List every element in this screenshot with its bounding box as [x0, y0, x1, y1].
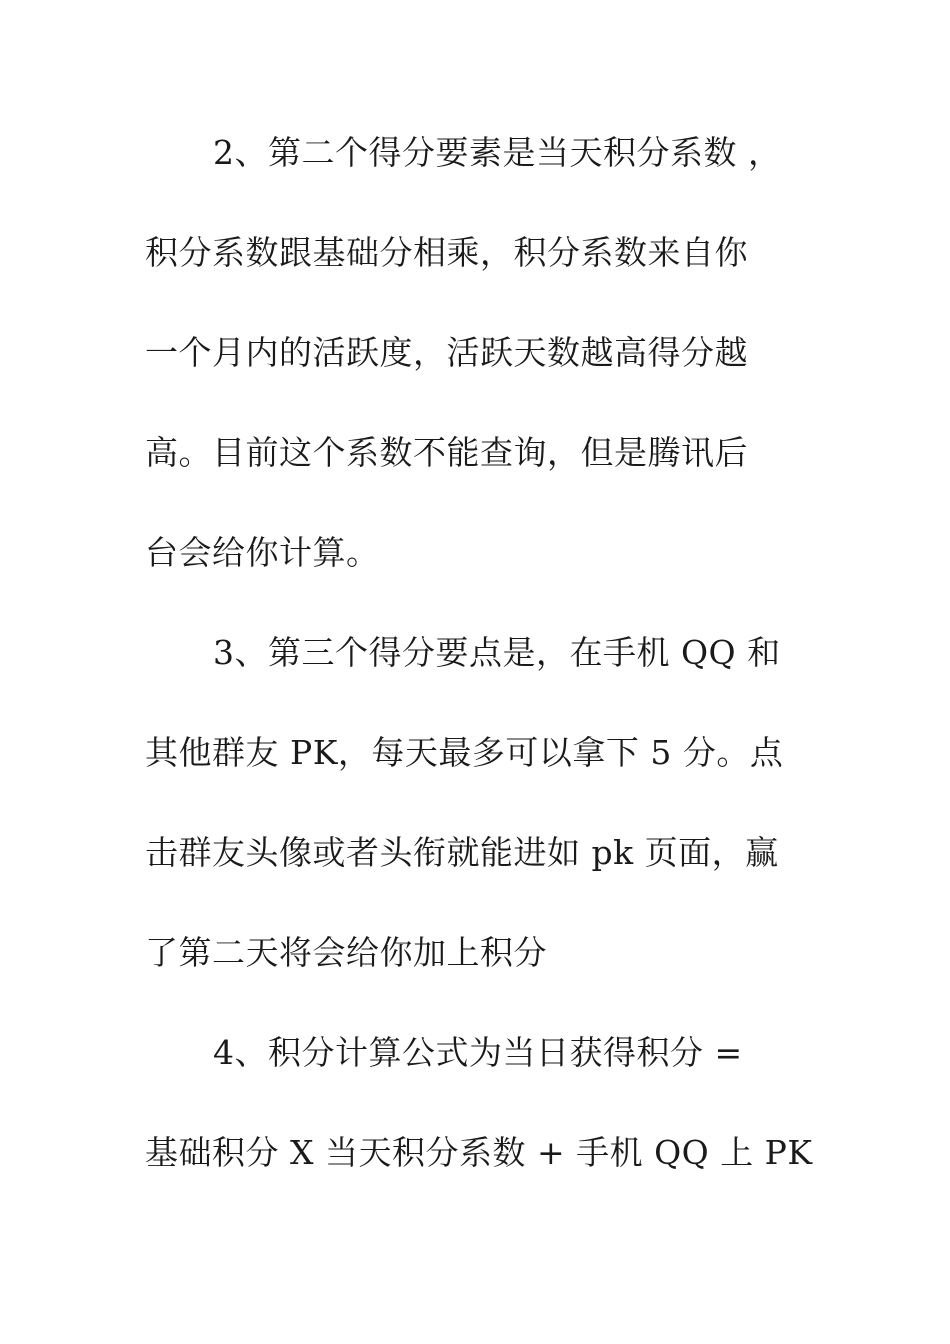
paragraph-line: 其他群友 PK，每天最多可以拿下 5 分。点 — [145, 733, 784, 772]
paragraph-line: 基础积分 X 当天积分系数 + 手机 QQ 上 PK — [145, 1133, 813, 1172]
paragraph-line: 4、积分计算公式为当日获得积分 = — [213, 1033, 743, 1072]
paragraph-line: 3、第三个得分要点是，在手机 QQ 和 — [213, 633, 781, 672]
paragraph-line: 2、第二个得分要素是当天积分系数 ， — [213, 133, 782, 172]
paragraph-line: 一个月内的活跃度，活跃天数越高得分越 — [145, 333, 748, 372]
paragraph-line: 了第二天将会给你加上积分 — [145, 933, 547, 972]
paragraph-line: 击群友头像或者头衔就能进如 pk 页面，赢 — [145, 833, 779, 872]
paragraph-line: 积分系数跟基础分相乘，积分系数来自你 — [145, 233, 748, 272]
paragraph-line: 台会给你计算。 — [145, 533, 380, 572]
paragraph-line: 高。目前这个系数不能查询，但是腾讯后 — [145, 433, 748, 472]
